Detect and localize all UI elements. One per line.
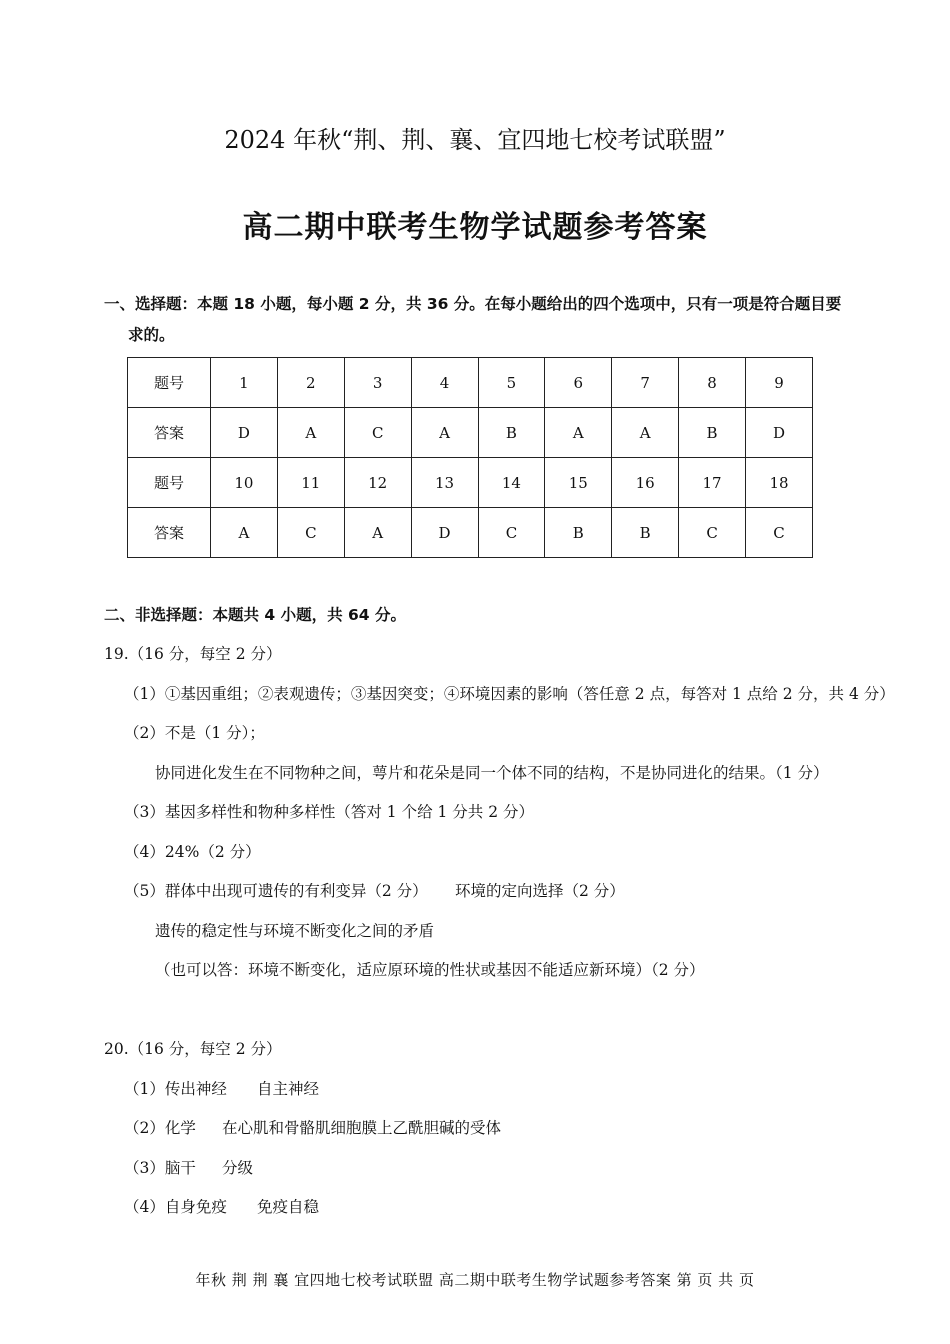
q19-answer-2: （2）不是（1 分）； <box>124 724 265 742</box>
q20-answer-2a: （2）化学 <box>124 1119 196 1137</box>
table-cell: 9 <box>746 358 813 408</box>
table-row <box>128 408 813 458</box>
q20-answer-3b: 分级 <box>222 1159 254 1177</box>
table-cell: C <box>277 508 344 558</box>
header-title: 2024 年秋“荆、荆、襄、宜四地七校考试联盟” <box>224 126 726 154</box>
table-row <box>128 458 813 508</box>
q20-answer-4a: （4）自身免疫 <box>124 1198 227 1216</box>
table-cell: A <box>612 408 679 458</box>
table-cell: D <box>746 408 813 458</box>
table-cell: 2 <box>277 358 344 408</box>
table-cell: 5 <box>478 358 545 408</box>
q19-answer-5d: （也可以答：环境不断变化，适应原环境的性状或基因不能适应新环境）（2 分） <box>155 961 705 979</box>
table-cell: 14 <box>478 458 545 508</box>
q20-answer-1b: 自主神经 <box>257 1080 320 1098</box>
q19-answer-5c: 遗传的稳定性与环境不断变化之间的矛盾 <box>155 922 435 940</box>
table-cell: B <box>478 408 545 458</box>
page-title: 高二期中联考生物学试题参考答案 <box>242 210 708 245</box>
section1-instructions: 一、选择题：本题 18 小题，每小题 2 分，共 36 分。在每小题给出的四个选项中，只有一项是符合题目要 <box>104 295 842 313</box>
table-cell: 4 <box>411 358 478 408</box>
q19-answer-4: （4）24%（2 分） <box>124 843 261 861</box>
table-cell: 8 <box>679 358 746 408</box>
table-cell: A <box>211 508 278 558</box>
table-cell: A <box>545 408 612 458</box>
q20-answer-4b: 免疫自稳 <box>257 1198 320 1216</box>
q20-heading: 20.（16 分，每空 2 分） <box>104 1040 282 1058</box>
table-cell: 10 <box>211 458 278 508</box>
table-cell: 15 <box>545 458 612 508</box>
table-cell: C <box>478 508 545 558</box>
q19-heading: 19.（16 分，每空 2 分） <box>104 645 282 663</box>
table-cell: A <box>344 508 411 558</box>
table-row <box>128 358 813 408</box>
q20-answer-1a: （1）传出神经 <box>124 1080 227 1098</box>
table-cell: 13 <box>411 458 478 508</box>
q19-answer-2-explanation: 协同进化发生在不同物种之间，萼片和花朵是同一个体不同的结构，不是协同进化的结果。（1 分） <box>155 764 829 782</box>
table-row-label: 题号 <box>128 358 211 408</box>
table-cell: 7 <box>612 358 679 408</box>
table-cell: A <box>277 408 344 458</box>
table-cell: 6 <box>545 358 612 408</box>
answer-table <box>127 357 813 558</box>
table-cell: 3 <box>344 358 411 408</box>
table-row-label: 题号 <box>128 458 211 508</box>
table-cell: D <box>211 408 278 458</box>
table-cell: 16 <box>612 458 679 508</box>
q19-answer-3: （3）基因多样性和物种多样性（答对 1 个给 1 分共 2 分） <box>124 803 535 821</box>
table-cell: 12 <box>344 458 411 508</box>
q20-answer-2b: 在心肌和骨骼肌细胞膜上乙酰胆碱的受体 <box>222 1119 502 1137</box>
table-cell: D <box>411 508 478 558</box>
table-cell: 1 <box>211 358 278 408</box>
table-row <box>128 508 813 558</box>
page-footer: 年秋 荆 荆 襄 宜四地七校考试联盟 高二期中联考生物学试题参考答案 第 页 共 页 <box>195 1271 755 1289</box>
table-row-label: 答案 <box>128 508 211 558</box>
q20-answer-3a: （3）脑干 <box>124 1159 196 1177</box>
section2-title: 二、非选择题：本题共 4 小题，共 64 分。 <box>104 606 406 624</box>
table-cell: 11 <box>277 458 344 508</box>
table-cell: B <box>612 508 679 558</box>
table-cell: 18 <box>746 458 813 508</box>
q19-answer-5b: 环境的定向选择（2 分） <box>455 882 625 900</box>
q19-answer-5a: （5）群体中出现可遗传的有利变异（2 分） <box>124 882 428 900</box>
table-cell: C <box>679 508 746 558</box>
q19-answer-1: （1）①基因重组；②表观遗传；③基因突变；④环境因素的影响（答任意 2 点，每答对 1 点给 2 分，共 4 分） <box>124 685 895 703</box>
table-cell: C <box>746 508 813 558</box>
table-cell: B <box>545 508 612 558</box>
table-cell: C <box>344 408 411 458</box>
table-cell: 17 <box>679 458 746 508</box>
table-cell: B <box>679 408 746 458</box>
table-cell: A <box>411 408 478 458</box>
section1-instructions-cont: 求的。 <box>128 326 175 344</box>
table-row-label: 答案 <box>128 408 211 458</box>
